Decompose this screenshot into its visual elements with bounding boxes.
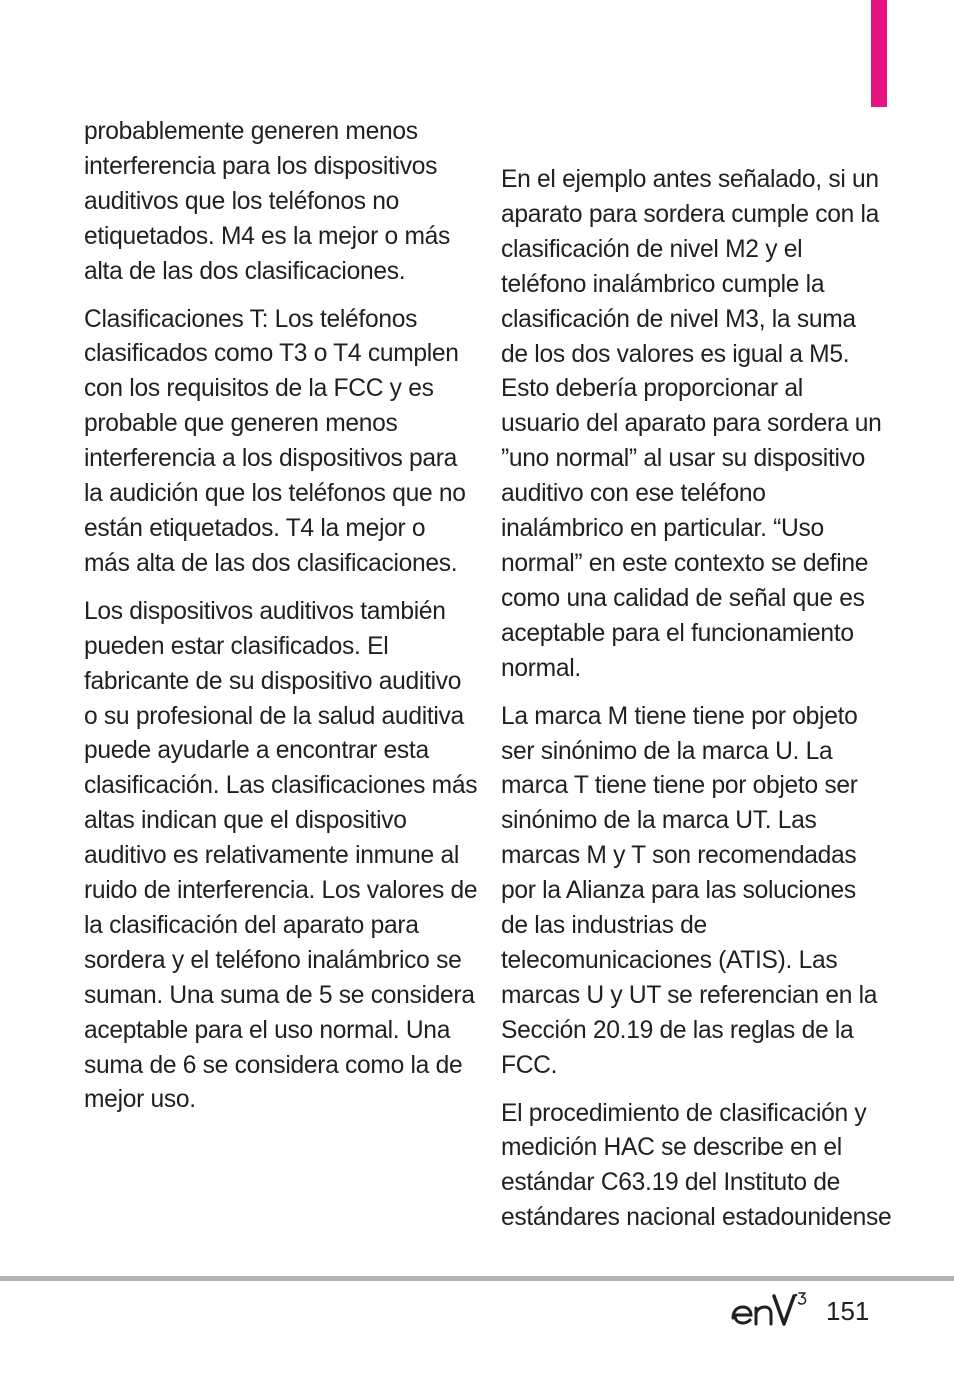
- paragraph: [501, 1097, 892, 1237]
- text-line: Esto debería proporcionar al: [501, 375, 803, 403]
- text-line: marcas M y T son recomendadas: [501, 842, 857, 870]
- page-number: 151: [826, 1296, 870, 1326]
- text-line: altas indican que el dispositivo: [84, 807, 407, 835]
- text-line: telecomunicaciones (ATIS). Las: [501, 946, 838, 974]
- paragraph: [501, 700, 876, 1084]
- text-line: como una calidad de señal que es: [501, 584, 865, 612]
- text-line: auditivo con ese teléfono: [501, 480, 766, 508]
- text-line: FCC.: [501, 1051, 558, 1079]
- text-line: marcas U y UT se referencian en la: [501, 981, 878, 1009]
- text-line: inalámbrico en particular. “Uso: [501, 515, 824, 543]
- text-line: etiquetados. M4 es la mejor o más: [84, 222, 451, 250]
- text-line: o su profesional de la salud auditiva: [84, 702, 464, 730]
- text-line: la clasificación del aparato para: [84, 911, 419, 939]
- text-line: normal” en este contexto se define: [501, 549, 869, 577]
- text-line: suman. Una suma de 5 se considera: [84, 981, 475, 1009]
- text-line: fabricante de su dispositivo auditivo: [84, 667, 462, 695]
- text-line: están etiquetados. T4 la mejor o: [84, 514, 426, 542]
- text-line: Sección 20.19 de las reglas de la: [501, 1016, 854, 1044]
- right-column: [501, 163, 892, 1249]
- text-line: mejor uso.: [84, 1086, 196, 1114]
- paragraph: [84, 595, 478, 1119]
- text-line: normal.: [501, 654, 581, 682]
- text-line: de los dos valores es igual a M5.: [501, 340, 850, 368]
- text-line: El procedimiento de clasificación y: [501, 1099, 867, 1127]
- paragraph: [501, 163, 882, 687]
- text-line: suma de 6 se considera como la de: [84, 1051, 463, 1079]
- text-line: ”uno normal” al usar su dispositivo: [501, 445, 866, 473]
- text-line: aparato para sordera cumple con la: [501, 200, 880, 228]
- text-line: puede ayudarle a encontrar esta: [84, 737, 429, 765]
- text-line: ser sinónimo de la marca U. La: [501, 737, 833, 765]
- text-line: teléfono inalámbrico cumple la: [501, 270, 825, 298]
- text-line: la audición que los teléfonos que no: [84, 480, 466, 508]
- text-line: más alta de las dos clasificaciones.: [84, 549, 458, 577]
- text-line: aceptable para el uso normal. Una: [84, 1016, 451, 1044]
- text-line: clasificación de nivel M2 y el: [501, 235, 803, 263]
- text-line: interferencia a los dispositivos para: [84, 445, 458, 473]
- env3-logo-icon: [730, 1291, 808, 1331]
- text-line: aceptable para el funcionamiento: [501, 619, 854, 647]
- text-line: estándar C63.19 del Instituto de: [501, 1169, 841, 1197]
- text-line: sinónimo de la marca UT. Las: [501, 807, 817, 835]
- text-line: medición HAC se describe en el: [501, 1134, 842, 1162]
- text-line: ruido de interferencia. Los valores de: [84, 877, 478, 905]
- text-line: usuario del aparato para sordera un: [501, 410, 882, 438]
- text-line: pueden estar clasificados. El: [84, 632, 389, 660]
- footer-divider: [0, 1276, 954, 1281]
- text-line: La marca M tiene tiene por objeto: [501, 702, 858, 730]
- text-line: clasificados como T3 o T4 cumplen: [84, 340, 459, 368]
- text-line: sordera y el teléfono inalámbrico se: [84, 946, 462, 974]
- paragraph: [84, 303, 466, 582]
- text-line: por la Alianza para las soluciones: [501, 877, 856, 905]
- text-line: probablemente generen menos: [84, 118, 418, 145]
- text-line: marca T tiene tiene por objeto ser: [501, 772, 858, 800]
- text-line: interferencia para los dispositivos: [84, 152, 438, 180]
- text-line: clasificación de nivel M3, la suma: [501, 305, 856, 333]
- text-line: auditivo es relativamente inmune al: [84, 842, 460, 870]
- text-line: clasificación. Las clasificaciones más: [84, 772, 478, 800]
- text-line: probable que generen menos: [84, 410, 398, 438]
- text-line: En el ejemplo antes señalado, si un: [501, 166, 879, 193]
- left-column: [84, 115, 478, 1131]
- paragraph: [84, 115, 456, 290]
- page-tab-marker: [871, 0, 887, 107]
- text-line: alta de las dos clasificaciones.: [84, 257, 406, 285]
- text-line: Clasificaciones T: Los teléfonos: [84, 305, 418, 333]
- text-line: Los dispositivos auditivos también: [84, 597, 446, 625]
- text-line: de las industrias de: [501, 912, 707, 940]
- text-line: auditivos que los teléfonos no: [84, 187, 400, 215]
- text-line: con los requisitos de la FCC y es: [84, 375, 434, 403]
- text-line: estándares nacional estadounidense: [501, 1204, 892, 1232]
